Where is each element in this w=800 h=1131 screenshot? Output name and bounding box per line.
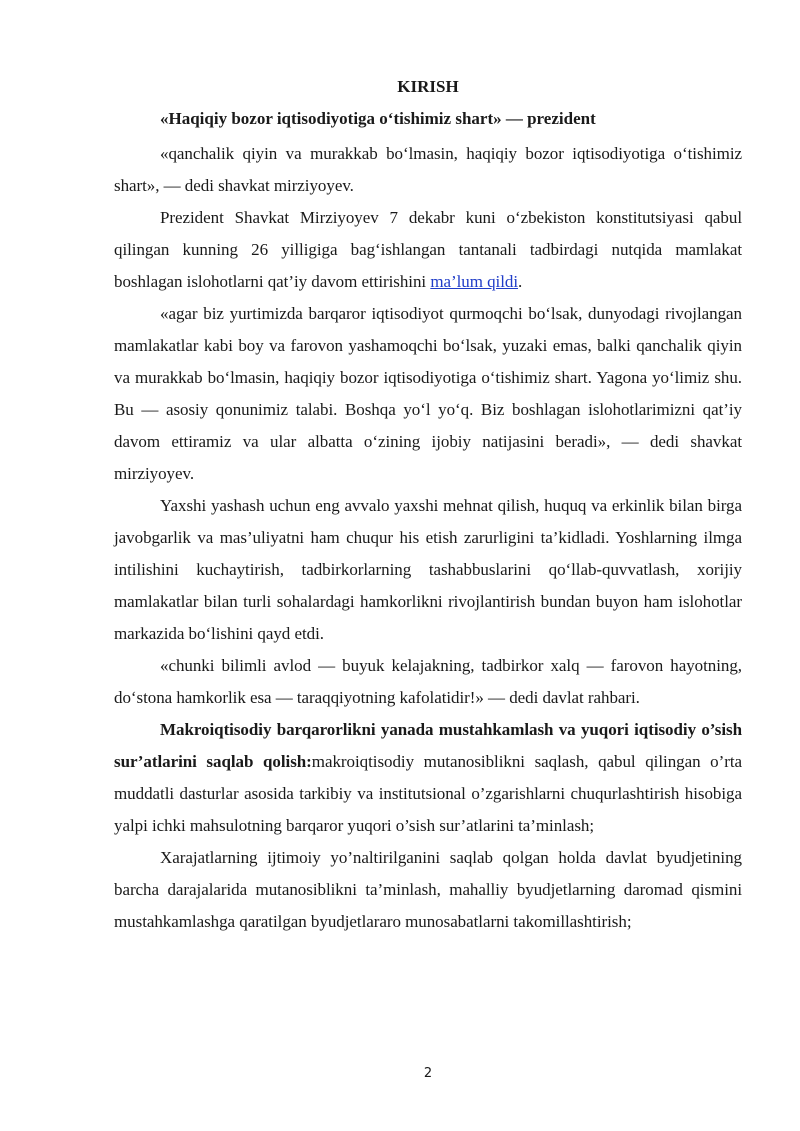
paragraph-end: . <box>518 272 523 291</box>
paragraph-budget: Xarajatlarning ijtimoiy yo’naltirilganini saqlab qolgan holda davlat byudjetining barcha darajalarida mutanosiblikni ta’minlash, mahalliy byudjetlarning daromad qismini mustahkamlashga qaratilgan byudjetlararo munosabatlarni takomillashtirish; <box>114 848 742 931</box>
document-page <box>114 0 742 1131</box>
page-subtitle: «Haqiqiy bozor iqtisodiyotiga o‘tishimiz shart» — prezident <box>160 109 596 128</box>
paragraph-president-speech <box>114 202 742 298</box>
paragraph-quote-3: «chunki bilimli avlod — buyuk kelajakning, tadbirkor xalq — farovon hayotning, do‘stona hamkorlik esa — taraqqiyotning kafolatidir!» — dedi davlat rahbari. <box>114 656 742 707</box>
paragraph-responsibility: Yaxshi yashash uchun eng avvalo yaxshi mehnat qilish, huquq va erkinlik bilan birga javobgarlik va mas’uliyatni ham chuqur his etish zarurligini ta’kidladi. Yoshlarning ilmga intilishini kuchaytirish, tadbirkorlarning tashabbuslarini qo‘llab-quvvatlash, xorijiy mamlakatlar bilan turli sohalardagi hamkorlikni rivojlantirish bundan buyon ham islohotlar markazida bo‘lishini qayd etdi. <box>114 496 742 643</box>
paragraph-heading: Makroiqtisodiy barqarorlikni yanada mustahkamlash va yuqori iqtisodiy o’sish sur’atlarini saqlab qolish: <box>114 720 742 771</box>
document-body <box>114 138 742 938</box>
malum-qildi-link[interactable]: ma’lum qildi <box>430 272 519 291</box>
page-title: KIRISH <box>397 77 459 96</box>
paragraph-quote-2: «agar biz yurtimizda barqaror iqtisodiyot qurmoqchi bo‘lsak, dunyodagi rivojlangan mamlakatlar kabi boy va farovon yashamoqchi bo‘lsak, yuzaki emas, balki qanchalik qiyin va murakkab bo‘lmasin, haqiqiy bozor iqtisodiyotiga o‘tishimiz shart. Yagona yo‘limiz shu. Bu — asosiy qonunimiz talabi. Boshqa yo‘l yo‘q. Biz boshlagan islohotlarimizni qat’iy davom ettiramiz va ular albatta o‘zining ijobiy natijasini beradi», — dedi shavkat mirziyoyev. <box>114 304 742 483</box>
paragraph-text: Prezident Shavkat Mirziyoyev 7 dekabr kuni o‘zbekiston konstitutsiyasi qabul qilingan kunning 26 yilligiga bag‘ishlangan tantanali tadbirdagi nutqida mamlakat boshlagan islohotlarni qat’iy davom ettirishini <box>114 208 742 291</box>
paragraph-quote-1: «qanchalik qiyin va murakkab bo‘lmasin, haqiqiy bozor iqtisodiyotiga o‘tishimiz shart», — dedi shavkat mirziyoyev. <box>114 144 742 195</box>
paragraph-macroeconomic <box>114 714 742 842</box>
page-number: 2 <box>423 1066 433 1081</box>
paragraph-text: makroiqtisodiy mutanosiblikni saqlash, qabul qilingan o’rta muddatli dasturlar asosida tarkibiy va institutsional o’zgarishlarni chuqurlashtirish hisobiga yalpi ichki mahsulotning barqaror yuqori o’sish sur’atlarini ta’minlash; <box>114 752 743 835</box>
